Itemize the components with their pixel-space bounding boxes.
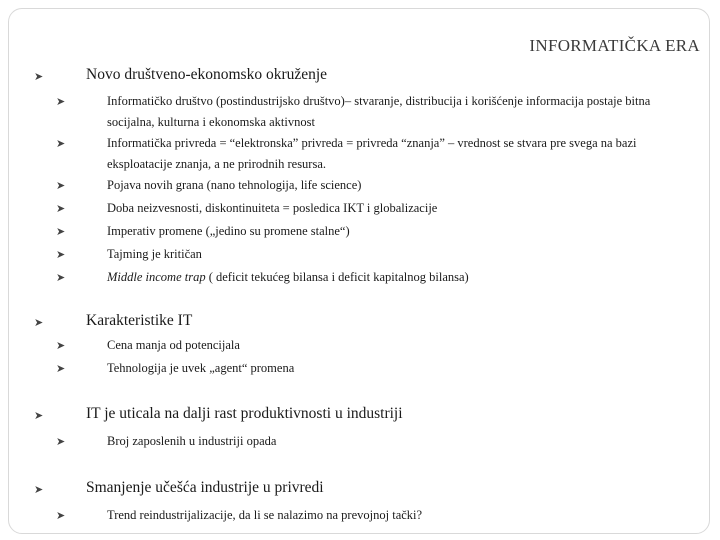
list-item-text: Trend reindustrijalizacije, da li se nalazimo na prevojnoj tački? (107, 508, 423, 522)
section-heading-text: Novo društveno-ekonomsko okruženje (86, 66, 328, 83)
list-item-text: Imperativ promene („jedino su promene stalne“) (107, 224, 350, 238)
arrow-bullet-icon: ➤ (56, 339, 66, 352)
arrow-bullet-icon: ➤ (56, 435, 66, 448)
list-item-text: Informatičko društvo (postindustrijsko društvo)– stvaranje, distribucija i korišćenje informacija postaje bitna socijalna, kulturna i ekonomska aktivnost (107, 94, 651, 129)
arrow-bullet-icon: ➤ (56, 362, 66, 375)
list-item-text: Pojava novih grana (nano tehnologija, life science) (107, 178, 362, 192)
arrow-bullet-icon: ➤ (56, 202, 66, 215)
list-item-text: Broj zaposlenih u industriji opada (107, 434, 277, 448)
arrow-bullet-icon: ➤ (56, 509, 66, 522)
arrow-bullet-icon: ➤ (56, 95, 66, 108)
arrow-bullet-icon: ➤ (56, 248, 66, 261)
item-rest: ( deficit tekućeg bilansa i deficit kapitalnog bilansa) (205, 270, 469, 284)
list-item-text (107, 267, 697, 288)
list-item-text: Doba neizvesnosti, diskontinuiteta = posledica IKT i globalizacije (107, 201, 438, 215)
arrow-bullet-icon: ➤ (34, 316, 44, 329)
list-item-text: Informatička privreda = “elektronska” privreda = privreda “znanja” – vrednost se stvara pre svega na bazi eksploatacije znanja, a ne prirodnih resursa. (107, 136, 637, 171)
list-item-text: Tajming je kritičan (107, 247, 202, 261)
arrow-bullet-icon: ➤ (34, 483, 44, 496)
slide-title: INFORMATIČKA ERA (529, 36, 700, 55)
italic-term: Middle income trap (107, 270, 206, 284)
arrow-bullet-icon: ➤ (56, 271, 66, 284)
section-heading-text: IT je uticala na dalji rast produktivnosti u industriji (86, 405, 403, 422)
arrow-bullet-icon: ➤ (56, 225, 66, 238)
list-item-text: Tehnologija je uvek „agent“ promena (107, 361, 295, 375)
section-heading-text: Karakteristike IT (86, 312, 193, 329)
section-heading-text: Smanjenje učešća industrije u privredi (86, 479, 324, 496)
arrow-bullet-icon: ➤ (56, 137, 66, 150)
arrow-bullet-icon: ➤ (34, 409, 44, 422)
arrow-bullet-icon: ➤ (56, 179, 66, 192)
arrow-bullet-icon: ➤ (34, 70, 44, 83)
list-item-text: Cena manja od potencijala (107, 338, 240, 352)
